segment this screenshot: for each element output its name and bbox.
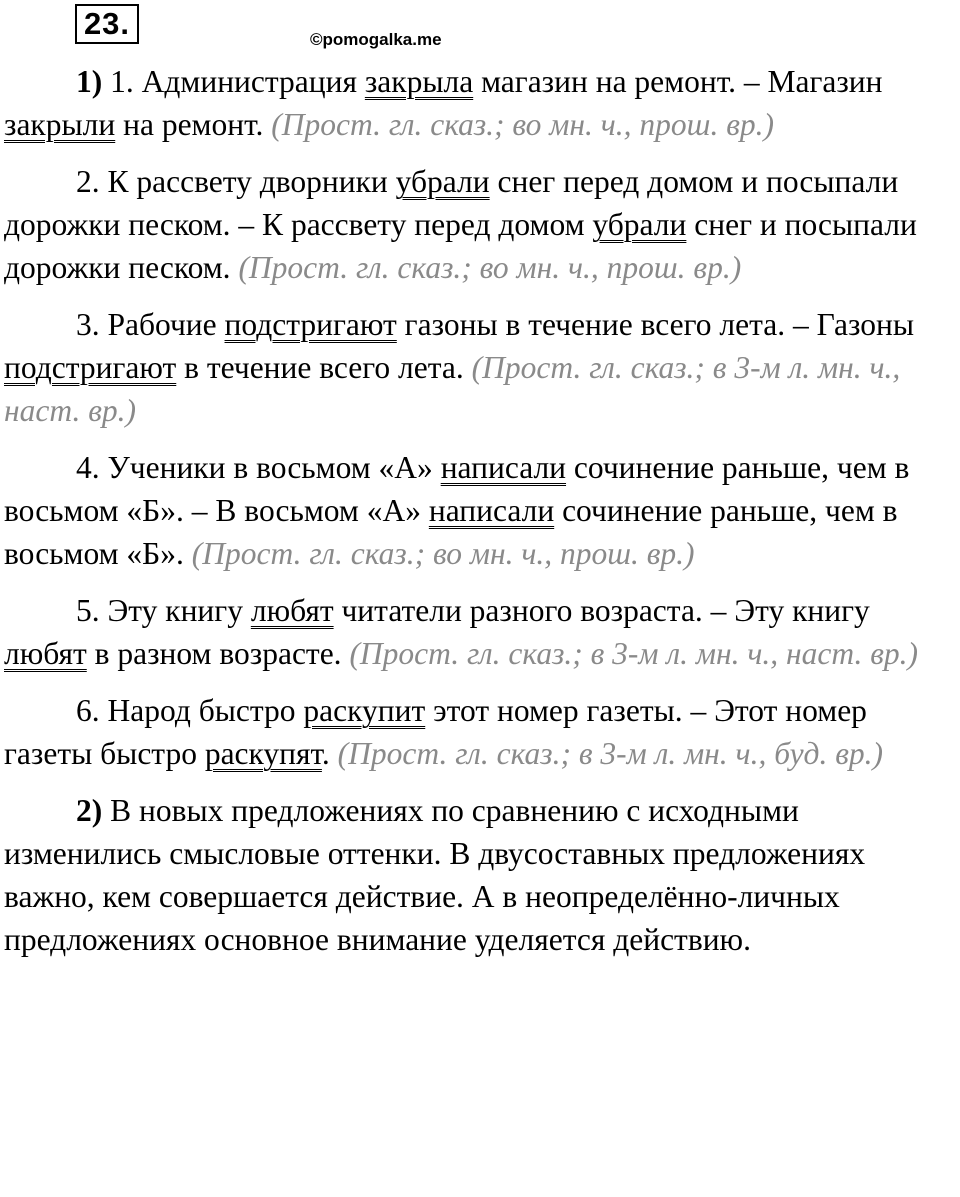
item-1 <box>4 60 956 146</box>
predicate-underlined: написали <box>440 450 567 485</box>
item-text: 1. Администрация <box>110 64 365 99</box>
item-5 <box>4 589 956 675</box>
grammar-note: (Прост. гл. сказ.; во мн. ч., прош. вр.) <box>191 536 695 571</box>
task-number: 23. <box>75 4 139 44</box>
predicate-underlined: любят <box>250 593 334 628</box>
grammar-note: (Прост. гл. сказ.; в 3-м л. мн. ч., наст. вр.) <box>4 350 901 428</box>
item-text: снег перед домом и посыпали дорожки песком. – К рассвету перед домом <box>4 164 899 242</box>
item-text: 2. К рассвету дворники <box>76 164 396 199</box>
item-text: 5. Эту книгу <box>76 593 251 628</box>
grammar-note: (Прост. гл. сказ.; в 3-м л. мн. ч., наст. вр.) <box>349 636 919 671</box>
predicate-underlined: подстригают <box>4 350 177 385</box>
watermark: ©pomogalka.me <box>310 30 442 49</box>
item-text: 6. Народ быстро <box>76 693 304 728</box>
item-text: этот номер газеты. – Этот номер газеты быстро <box>4 693 867 771</box>
item-text: снег и посыпали дорожки песком. <box>4 207 917 285</box>
grammar-note: (Прост. гл. сказ.; в 3-м л. мн. ч., буд. вр.) <box>337 736 883 771</box>
part2-marker: 2) <box>76 793 103 828</box>
answer-text <box>4 60 956 975</box>
item-text: магазин на ремонт. – Магазин <box>473 64 883 99</box>
item-3 <box>4 303 956 432</box>
item-text: на ремонт. <box>115 107 272 142</box>
item-2 <box>4 160 956 289</box>
item-text: в разном возрасте. <box>86 636 350 671</box>
predicate-underlined: подстригают <box>224 307 397 342</box>
item-text: читатели разного возраста. – Эту книгу <box>333 593 870 628</box>
item-4 <box>4 446 956 575</box>
predicate-underlined: закрыла <box>364 64 474 99</box>
item-text: сочинение раньше, чем в восьмом «Б». <box>4 493 898 571</box>
predicate-underlined: написали <box>428 493 555 528</box>
part2-paragraph <box>4 789 956 961</box>
part2-text: В новых предложениях по сравнению с исходными изменились смысловые оттенки. В двусоставных предложениях важно, кем совершается действие. А в неопределённо-личных предложениях основное внимание уделяется действию. <box>4 793 866 957</box>
item-text: 3. Рабочие <box>76 307 225 342</box>
predicate-underlined: убрали <box>592 207 687 242</box>
grammar-note: (Прост. гл. сказ.; во мн. ч., прош. вр.) <box>271 107 775 142</box>
predicate-underlined: любят <box>4 636 87 671</box>
item-text: в течение всего лета. <box>176 350 472 385</box>
item-text: газоны в течение всего лета. – Газоны <box>396 307 915 342</box>
item-text: . <box>321 736 338 771</box>
item-text: 4. Ученики в восьмом «А» <box>76 450 441 485</box>
part1-marker: 1) <box>76 64 103 99</box>
item-text: сочинение раньше, чем в восьмом «Б». – В восьмом «А» <box>4 450 910 528</box>
predicate-underlined: раскупят <box>204 736 322 771</box>
item-6 <box>4 689 956 775</box>
predicate-underlined: раскупит <box>303 693 426 728</box>
predicate-underlined: закрыли <box>4 107 116 142</box>
grammar-note: (Прост. гл. сказ.; во мн. ч., прош. вр.) <box>238 250 742 285</box>
predicate-underlined: убрали <box>395 164 490 199</box>
